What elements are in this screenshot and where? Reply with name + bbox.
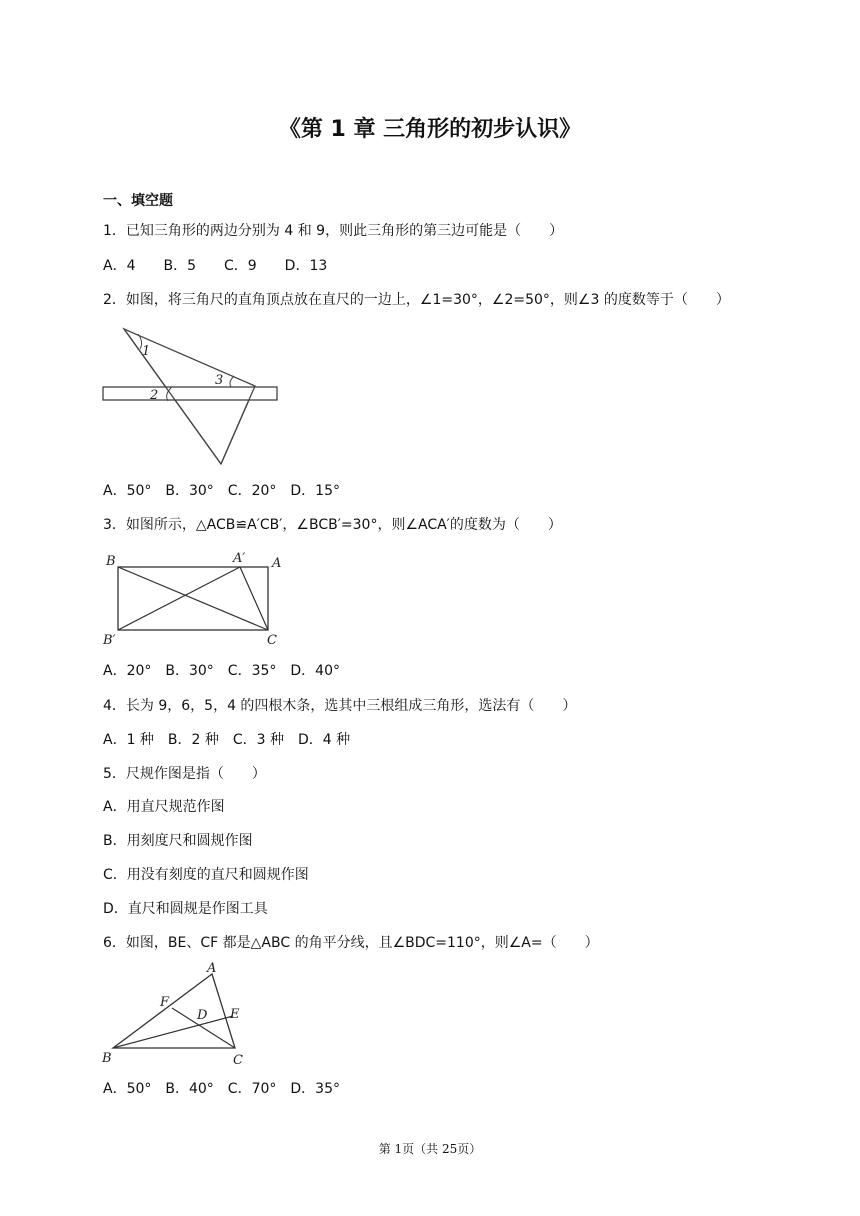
label-b: B bbox=[102, 1051, 112, 1066]
question-5-option-a: A．用直尺规范作图 bbox=[103, 799, 225, 815]
question-6-stem: 6．如图，BE、CF 都是△ABC 的角平分线，且∠BDC=110°，则∠A=（ ） bbox=[103, 935, 599, 951]
question-2-options: A．50° B．30° C．20° D．15° bbox=[103, 483, 340, 499]
label-a: A bbox=[207, 962, 217, 976]
bisector-be bbox=[113, 1016, 233, 1048]
segment-b-prime-a-prime bbox=[118, 567, 240, 630]
segment-bc bbox=[118, 567, 268, 630]
question-6-options: A．50° B．40° C．70° D．35° bbox=[103, 1081, 340, 1097]
question-3-options: A．20° B．30° C．35° D．40° bbox=[103, 663, 340, 679]
question-2-figure bbox=[100, 324, 282, 468]
label-d: D bbox=[197, 1008, 208, 1023]
question-1-stem: 1．已知三角形的两边分别为 4 和 9，则此三角形的第三边可能是（ ） bbox=[103, 223, 564, 239]
ruler-shape bbox=[103, 387, 277, 400]
label-a-prime: A′ bbox=[233, 551, 246, 566]
label-c: C bbox=[233, 1053, 243, 1068]
question-5-option-d: D．直尺和圆规是作图工具 bbox=[103, 901, 268, 917]
label-a: A bbox=[272, 556, 282, 571]
page-footer: 第 1页（共 25页） bbox=[378, 1142, 482, 1156]
angle-3-label: 3 bbox=[215, 373, 224, 388]
label-e: E bbox=[230, 1007, 240, 1022]
question-1-options: A．4 B．5 C．9 D．13 bbox=[103, 258, 328, 274]
angle-3-arc bbox=[230, 376, 234, 387]
question-4-options: A．1 种 B．2 种 C．3 种 D．4 种 bbox=[103, 732, 351, 748]
angle-2-label: 2 bbox=[150, 388, 159, 403]
question-6-figure bbox=[100, 962, 260, 1072]
page-title: 《第 1 章 三角形的初步认识》 bbox=[278, 117, 582, 142]
section-heading: 一、填空题 bbox=[103, 193, 173, 209]
question-5-stem: 5．尺规作图是指（ ） bbox=[103, 766, 266, 782]
question-3-figure bbox=[100, 548, 290, 648]
question-5-option-c: C．用没有刻度的直尺和圆规作图 bbox=[103, 867, 309, 883]
question-5-option-b: B．用刻度尺和圆规作图 bbox=[103, 833, 253, 849]
label-c: C bbox=[267, 633, 277, 648]
label-f: F bbox=[160, 995, 170, 1010]
question-2-stem: 2．如图，将三角尺的直角顶点放在直尺的一边上，∠1=30°，∠2=50°，则∠3 的度数等于（ ） bbox=[103, 292, 730, 308]
question-4-stem: 4．长为 9，6，5，4 的四根木条，选其中三根组成三角形，选法有（ ） bbox=[103, 698, 577, 714]
label-b-prime: B′ bbox=[103, 633, 116, 648]
angle-1-label: 1 bbox=[142, 344, 151, 359]
question-3-stem: 3．如图所示，△ACB≌A′CB′，∠BCB′=30°，则∠ACA′的度数为（ ） bbox=[103, 517, 562, 533]
label-b: B bbox=[106, 554, 116, 569]
